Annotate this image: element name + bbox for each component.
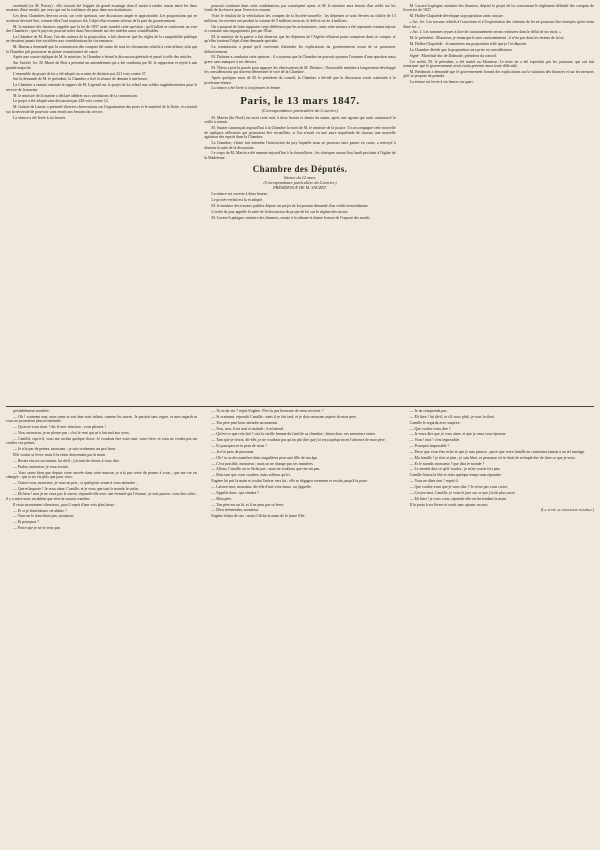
paragraph: — Allons, Camille, ne te fâche pas ; nous ne voulions que rire un peu.	[211, 467, 321, 472]
paragraph: La séance a été levée à six heures.	[13, 115, 67, 120]
paragraph: — Vous savez bien que depuis votre arrivée dans cette maison, je n'ai pas cessé de penser à vous ; que ma vie est changée ; que je ne vis plus que pour vous.	[6, 470, 198, 479]
paragraph: — Non, monsieur, je ne pleure pas ; c'est le vent qui m'a fait mal aux yeux.	[13, 430, 130, 435]
paragraph: — Eh bien ! moi je ne veux pas le savoir, répondit-elle avec une fermeté qui l'étonna ; je suis pauvre, vous êtes riche ; il y a entre nous un abîme que rien ne saurait combler.	[6, 492, 198, 501]
paragraph: Le corps de M. Martin a été ramené aujourd'hui à la chancellerie ; les obsèques auront lieu lundi prochain à l'église de la Madeleine.	[204, 151, 396, 160]
paragraph: Sur la demande de M. le président, la Chambre a fixé la séance de demain à une heure.	[13, 77, 149, 82]
paragraph: Voici le résultat de la vérification des comptes de la Société nouvelle : les dépenses se sont élevées au chiffre de 13 millions, les recettes ont produit la somme de 9 millions environ, le déficit est de 4 millions.	[204, 14, 396, 23]
paragraph: La Chambre, s'étant fait entendre l'instruction du jury laquelle nous ne pouvons faire passer en cours, a renvoyé à demain la suite de la discussion.	[204, 141, 396, 150]
paragraph: extrémité (or M. Poirey) : elle n'aurait été frappée du grand avantage dont il aurait à rendre raison entre les deux sessions d'une moitié, par ceux qui ont la confiance du pays dans nos institutions.	[6, 4, 198, 13]
paragraph: On a proposé de faire supporter cette différence par les actionnaires ; mais cette mesure a été repoussée comme injuste et contraire aux engagements pris par l'État.	[204, 24, 396, 34]
paragraph: — Oh ! vraiment non, mon cœur et son âme sont infinis, comme les autres. Je partirai sans regret, et mes regards ni vous ne pourraient plus m'atteindre.	[6, 414, 198, 424]
paragraph: Signé : Maréchal duc de Dalmatie, président du conseil.	[409, 53, 497, 58]
paragraph: M. Hallez-Claparède développe sa proposition ainsi conçue :	[409, 14, 505, 19]
paragraph: — Et pourquoi ?	[13, 520, 40, 525]
paragraph: — Laissez-moi, monsieur, dit-elle d'une voix émue, ou j'appelle.	[211, 484, 312, 489]
paragraph: — Et le monde, monsieur ? que dira le monde ?	[409, 461, 485, 466]
feuilleton-divider	[6, 406, 594, 407]
feuilleton-columns	[6, 409, 594, 839]
paragraph: La séance est ouverte à deux heures.	[211, 192, 269, 197]
paragraph: — Parce que je ne le veux pas.	[13, 526, 61, 531]
paragraph: — C'est possible, monsieur ; mais on ne change pas ses manières.	[211, 461, 314, 466]
paragraph: M. Bineau a demandé que la commission des comptes fût saisie de tous les documents relatifs à cette affaire, afin que la Chambre pût prononcer en pleine connaissance de cause.	[6, 45, 198, 54]
paragraph: — Que voulez-vous dire ?	[409, 426, 451, 431]
paragraph: Après quelques mots de M. le président du conseil, la Chambre a décidé que la discussion serait continuée à la prochaine séance.	[204, 76, 396, 85]
paragraph: — Parce que vous êtes riche et que je suis pauvre ; parce que votre famille ne consentira jamais à un tel mariage.	[409, 449, 586, 454]
continuation-note: (La suite au prochain numéro.)	[540, 508, 594, 513]
paragraph: L'ensemble du projet de loi a été adopté au scrutin de division par 221 voix contre 37.	[13, 71, 147, 76]
paragraph: — Et pourquoi as-tu peur de nous ?	[211, 444, 267, 449]
paragraph: — Appelle donc, qui viendra ?	[211, 490, 260, 495]
paragraph: M. le ministre de la guerre a fait observer que les dépenses de l'Algérie n'étaient point comprises dans ce compte, et qu'elles feraient l'objet d'une demande spéciale.	[204, 34, 396, 44]
paragraph: — Que voulez-vous que je vous dise ? Je n'ose pas vous croire.	[409, 484, 509, 489]
paragraph: — Et si je franchissais cet abîme ?	[13, 508, 67, 513]
paragraph: L'ordre du jour appelle la suite de la discussion du projet de loi sur le régime des sucres.	[211, 209, 349, 214]
paragraph: M. Gaston de Lansac a présenté diverses observations sur l'organisation des ports et le matériel de la flotte, et a insisté sur la nécessité de pourvoir sans retard aux besoins du service.	[6, 105, 198, 114]
paragraph: M. le président : Monsieur, je remarque le mot cautionnement ; il n'est pas dans les termes de la loi.	[409, 36, 565, 41]
paragraph: Eugène lui prit la main et voulut l'attirer vers lui ; elle se dégagea vivement et recula jusqu'à la porte.	[211, 479, 369, 484]
paragraph: — Tant que je vivrai, dit-elle, je ne voudrais pas qu'on pût dire que j'ai reçu quelqu'un en l'absence de mon père.	[211, 438, 386, 443]
dateline-title: Paris, le 13 mars 1847.	[240, 94, 360, 107]
paragraph: — Ma famille ! je n'en ai plus ; je suis libre, et personne n'a le droit de m'empêcher de faire ce que je veux.	[409, 455, 576, 460]
paragraph: — Si vraiment, répondit Camille ; mais il se fait tard, et je dois retourner auprès de mon père.	[211, 414, 357, 419]
paragraph: — Eh bien ! je vous crois, répondit-elle en lui tendant la main.	[409, 496, 507, 501]
paragraph: — Vous ne le franchirez pas, monsieur.	[13, 514, 75, 519]
paragraph: — Mon père.	[211, 496, 233, 501]
feuilleton-column-3	[403, 409, 594, 839]
paragraph: — Qu'est-ce que cela fait ? cria la vieille femme du fond de sa chambre ; laisse donc ces messieurs entrer.	[211, 432, 376, 437]
session-date: Séance du 12 mars.	[283, 175, 317, 181]
paragraph: — Taisez-vous, monsieur, je vous en prie ; si quelqu'un venait à vous entendre...	[13, 480, 138, 485]
paragraph: Camille baissa la tête et resta quelque temps sans répondre.	[409, 473, 502, 478]
paragraph: M. Bethmont a demandé que le gouvernement fournît des explications sur la situation des finances et sur les mesures qu'il se propose de prendre.	[402, 69, 594, 79]
paragraph: Cet arrêté, M. le président, a été inséré au Moniteur. Le texte en a été reproduit par les journaux, qui ont fait remarquer que le gouvernement avait voulu prévenir ainsi toute difficulté.	[402, 59, 594, 69]
paragraph: M. le ministre des finances rappelle que la loi de 1837 avait tranché cette question ; qu'il fallait se conformer au vote des Chambres ; que le pays ne pouvait rester dans l'incertitude sur des intérêts aussi considérables.	[6, 24, 198, 34]
paragraph: La séance est levée à six heures un quart.	[409, 80, 474, 85]
paragraph: M. Dufaure a combattu cette opinion ; il a soutenu que la Chambre ne pouvait ajourner l'examen d'une question aussi grave sans manquer à ses devoirs.	[204, 55, 396, 64]
paragraph: La séance a été levée à cinq heures et demie.	[211, 86, 281, 91]
paragraph: M. Thiers a pris la parole pour appuyer les observations de M. Dufaure ; l'honorable membre a longuement développé les considérations qui doivent déterminer le vote de la Chambre.	[204, 65, 396, 75]
paragraph: — Je n'ai pas de peines, monsieur ; je suis seulement un peu lasse.	[13, 447, 117, 452]
paragraph: — Camille, reprit-il, vous me cachez quelque chose. Je voudrais être votre ami, votre frère, et vous ne voulez pas me confier vos peines.	[6, 436, 198, 446]
paragraph: Sur l'article 1er, M. Muret de Bort a présenté un amendement qui a été combattu par M. le rapporteur et rejeté à une grande majorité.	[6, 61, 198, 70]
paragraph: M. Lacave-Laplagne, ministre des finances, déposé le projet de loi concernant le règlement définitif des comptes de l'exercice de 1847.	[402, 4, 594, 13]
correspondence-note: (Correspondance particulière du Courrier.)	[263, 180, 337, 186]
paragraph: — Ton père peut bien attendre un moment.	[211, 420, 279, 425]
paragraph: Le projet a été adopté sans discussion par 228 voix contre 12.	[13, 99, 109, 104]
paragraph: — Riez tant que vous voudrez, mais ailleurs qu'ici.	[211, 473, 291, 478]
paragraph: M. Martin (du Nord) est mort cette nuit, à deux heures et demie du matin, après une agonie qui avait commencé la veille à minuit.	[204, 116, 396, 125]
paragraph: — Je n'ai peur de personne.	[211, 449, 255, 454]
paragraph: — Oh ! tu as des manières bien singulières pour une fille de ton âge.	[211, 455, 318, 460]
feuilleton-column-1	[6, 409, 197, 839]
paragraph: La Chambre décide que la proposition sera prise en considération.	[409, 47, 513, 52]
paragraph: M. Hallez-Claparède : Je maintiens ma proposition telle que je l'ai déposée.	[409, 42, 528, 47]
presidency-line: PRÉSIDENCE DE M. SAUZET.	[273, 185, 327, 191]
paragraph: — Qu'avez-vous donc ? dit-il avec émotion ; vous pleurez !	[13, 425, 106, 430]
paragraph: M. Lacave-Laplagne, ministre des finances, monte à la tribune et donne lecture de l'exposé des motifs.	[211, 215, 371, 220]
paragraph: — Restez encore un instant, lui dit-il ; j'ai tant de choses à vous dire.	[13, 458, 120, 463]
column-1	[6, 4, 197, 404]
paragraph: — Le monde dira ce qu'il voudra ; je m'en soucie fort peu.	[409, 467, 501, 472]
paragraph: — Croyez-moi, Camille, je vous le jure sur ce que j'ai de plus sacré.	[409, 490, 516, 495]
paragraph: « Art. 1er. Les travaux relatifs à l'ouverture et à l'exploitation des chemins de fer ne pourront être entrepris qu'en vertu d'une loi. »	[402, 20, 594, 29]
paragraph: — Vous ! moi ! c'est impossible.	[409, 438, 461, 443]
paragraph: — Dieu m'entendra, monsieur.	[211, 508, 260, 513]
feuilleton-column-2	[204, 409, 395, 839]
paragraph: « Art. 2. Les sommes reçues à titre de cautionnement seront restituées dans le délai de six mois. »	[409, 30, 562, 35]
dateline-subtitle: (Correspondance particulière du Courrier.)	[261, 107, 339, 113]
paragraph: — Eh bien ! lui dit-il, et s'il vous plaît, je vous le dirai.	[409, 414, 495, 419]
paragraph: Il la porta à ses lèvres et sortit sans ajouter un mot.	[409, 502, 489, 507]
paragraph: M. le ministre de la marine a déclaré adhérer aux conclusions de la commission.	[13, 93, 138, 98]
paragraph: M. le ministre des travaux publics dépose un projet de loi portant demande d'un crédit extraordinaire.	[211, 203, 369, 208]
paragraph: — Vous ne dites rien ? reprit-il.	[409, 479, 459, 484]
column-2	[204, 4, 395, 404]
paragraph: La commission a pensé qu'il convenait d'attendre les explications du gouvernement avant de se prononcer définitivement.	[204, 45, 396, 54]
upper-columns	[6, 4, 594, 404]
dateline-heading	[204, 95, 395, 113]
paragraph: — Que m'importe ! Je vous aime, Camille, et je veux que tout le monde le sache.	[13, 486, 140, 491]
paragraph: Le procès-verbal est lu et adopté.	[211, 198, 263, 203]
chamber-heading	[204, 164, 395, 190]
paragraph: Il resta un moment silencieux, puis il reprit d'une voix plus basse :	[13, 502, 117, 507]
paragraph: — Je ne comprends pas.	[409, 409, 448, 413]
chamber-title: Chambre des Députés.	[252, 164, 348, 175]
column-3	[403, 4, 594, 404]
paragraph: Elle voulut se lever, mais il la retint doucement par la main.	[13, 452, 106, 457]
paragraph: — Tu as du vin ? reprit Eugène. N'es-tu pas heureuse de nous recevoir ?	[211, 409, 324, 413]
newspaper-page	[6, 4, 594, 842]
paragraph: Après une courte réplique de M. le ministre, la Chambre a fermé la discussion générale et passé à celle des articles.	[13, 55, 193, 60]
paragraph: — Non, non, il est seul et malade ; il m'attend.	[211, 426, 284, 431]
paragraph: Les deux Chambres devront avoir, sur cette question, une discussion ample et approfondie. Les propositions qui en sortiront devront être, comme elles l'ont toujours été, l'objet d'un examen sérieux de la part du gouvernement.	[6, 14, 198, 23]
paragraph: pourrait continuer dans cette combinaison, par conséquent ayant, et M. le ministre aura besoin d'un crédit sur les fonds de la réserve pour l'exercice courant.	[204, 4, 396, 13]
paragraph: — Je veux dire que je vous aime, et que je veux vous épouser.	[409, 432, 507, 437]
paragraph: Camille le regarda avec surprise.	[409, 420, 461, 425]
paragraph: — Ton père est au lit, et il ne peut pas se lever.	[211, 502, 285, 507]
paragraph: — Parlez, monsieur, je vous écoute.	[13, 464, 70, 469]
paragraph: — Pourquoi impossible ?	[409, 444, 450, 449]
paragraph: préalablement troublée.	[13, 409, 50, 413]
paragraph: Eugène éclata de rire ; mais il lâcha la main de la jeune fille.	[211, 514, 306, 519]
paragraph: M. Sauzet s'annonçait aujourd'hui à la Chambre la mort de M. le ministre de la justice. Il a accompagné cette nouvelle de quelques réflexions qui pourraient être recueillies, si l'on n'avait vu une autre inquiétude de chacun, une nouvelle agitation des esprits dans la Chambre.	[204, 126, 396, 140]
paragraph: La Chambre a ensuite entendu le rapport de M. Legentil sur le projet de loi relatif aux crédits supplémentaires pour le service de la marine.	[6, 83, 198, 92]
paragraph: La Chambre de M. Rose, l'un des auteurs de la proposition, a fait observer que les règles de la comptabilité publique ne devaient jamais être sacrifiées aux considérations de circonstance.	[6, 34, 198, 44]
